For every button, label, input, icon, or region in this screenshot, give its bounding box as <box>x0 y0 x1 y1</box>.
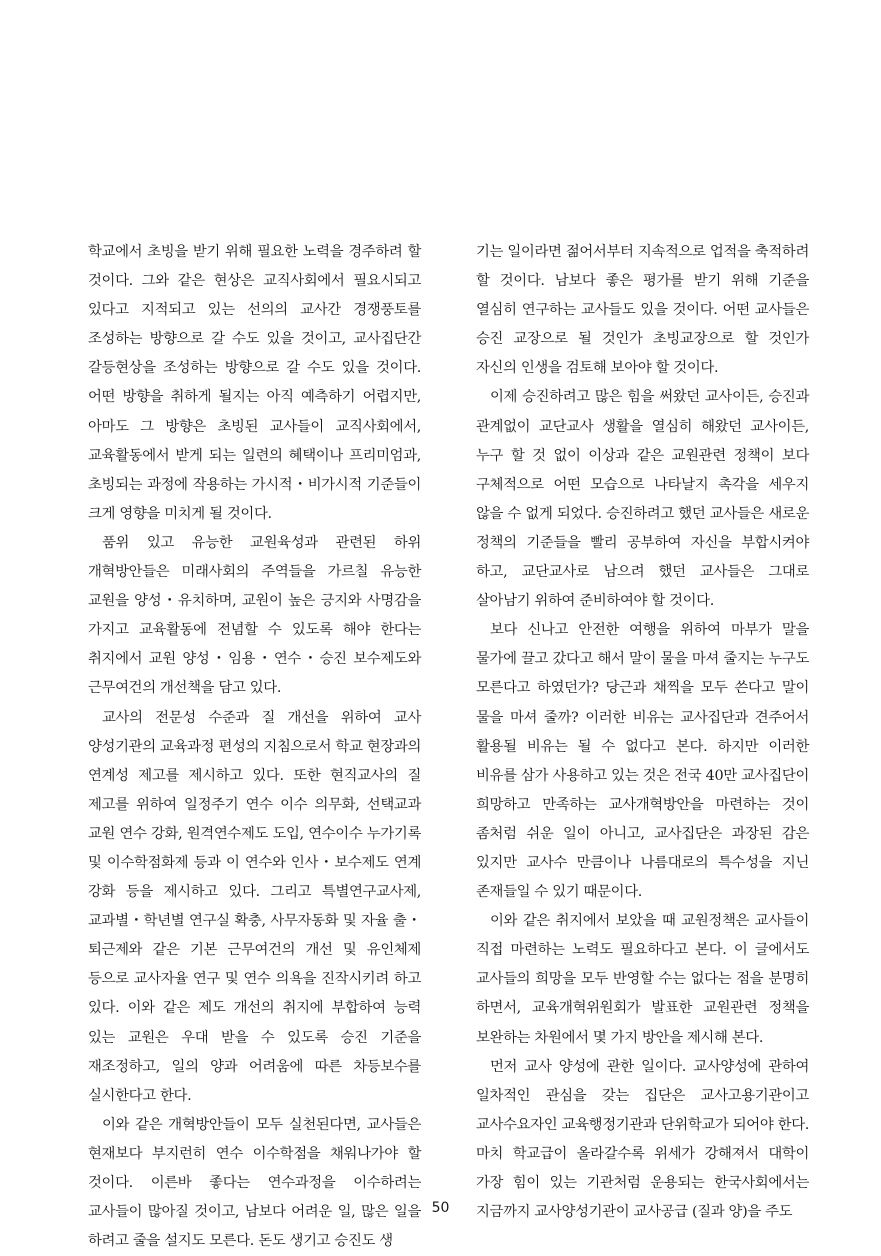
right-column <box>476 238 809 1227</box>
paragraph: 이제 승진하려고 많은 힘을 써왔던 교사이든, 승진과 관계없이 교단교사 생활을 열심히 해왔던 교사이든, 누구 할 것 없이 이상과 같은 교원관련 정책이 보다 구체적으로 어떤 모습으로 나타날지 촉각을 세우지 않을 수 없게 되었다. 승진하려고 했던 교사들은 새로운 정책의 기준들을 빨리 공부하여 자신을 부합시켜야 하고, 교단교사로 남으려 했던 교사들은 그대로 살아남기 위하여 준비하여야 할 것이다. <box>476 389 809 610</box>
paragraph: 교사의 전문성 수준과 질 개선을 위하여 교사 양성기관의 교육과정 편성의 지침으로서 학교 현장과의 연계성 제고를 제시하고 있다. 또한 현직교사의 질 제고를 위하여 일정주기 연수 이수 의무화, 선택교과 교원 연수 강화, 원격연수제도 도입, 연수이수 누가기록 및 이수학점화제 등과 이 연수와 인사・보수제도 연계 강화 등을 제시하고 있다. 그리고 특별연구교사제, 교과별・학년별 연구실 확충, 사무자동화 및 자율 출・퇴근제와 같은 기본 근무여건의 개선 및 유인체제 등으로 교사자율 연구 및 연수 의욕을 진작시키려 하고 있다. 이와 같은 제도 개선의 취지에 부합하여 능력 있는 교원은 우대 받을 수 있도록 승진 기준을 재조정하고, 일의 양과 어려움에 따른 차등보수를 실시한다고 한다. <box>88 709 421 1104</box>
paragraph: 이와 같은 취지에서 보았을 때 교원정책은 교사들이 직접 마련하는 노력도 필요하다고 본다. 이 글에서도 교사들의 희망을 모두 반영할 수는 없다는 점을 분명히 하면서, 교육개혁위원회가 발표한 교원관련 정책을 보완하는 차원에서 몇 가지 방안을 제시해 본다. <box>476 913 809 1046</box>
left-column <box>88 238 421 1256</box>
paragraph: 품위 있고 유능한 교원육성과 관련된 하위 개혁방안들은 미래사회의 주역들을 가르칠 유능한 교원을 양성・유치하며, 교원이 높은 긍지와 사명감을 가지고 교육활동에 전념할 수 있도록 해야 한다는 취지에서 교원 양성・임용・연수・승진 보수제도와 근무여건의 개선책을 담고 있다. <box>88 534 421 697</box>
paragraph: 먼저 교사 양성에 관한 일이다. 교사양성에 관하여 일차적인 관심을 갖는 집단은 교사고용기관이고 교사수요자인 교육행정기관과 단위학교가 되어야 한다. 마치 학교급이 올라갈수록 위세가 강해져서 대학이 가장 힘이 있는 기관처럼 운용되는 한국사회에서는 지금까지 교사양성기관이 교사공급 (질과 양)을 주도 <box>476 1058 809 1221</box>
paragraph: 기는 일이라면 젊어서부터 지속적으로 업적을 축적하려 할 것이다. 남보다 좋은 평가를 받기 위해 기준을 열심히 연구하는 교사들도 있을 것이다. 어떤 교사들은 승진 교장으로 될 것인가 초빙교장으로 할 것인가 자신의 인생을 검토해 보아야 할 것이다. <box>476 244 809 377</box>
paragraph: 이와 같은 개혁방안들이 모두 실천된다면, 교사들은 현재보다 부지런히 연수 이수학점을 채워나가야 할 것이다. 이른바 좋다는 연수과정을 이수하려는 교사들이 많아질 것이고, 남보다 어려운 일, 많은 일을 하려고 줄을 설지도 모른다. 돈도 생기고 승진도 생 <box>88 1116 421 1250</box>
paragraph: 보다 신나고 안전한 여행을 위하여 마부가 말을 물가에 끌고 갔다고 해서 말이 물을 마셔 줄지는 누구도 모른다고 하였던가? 당근과 채찍을 모두 쓴다고 말이 물을 마셔 줄까? 이러한 비유는 교사집단과 견주어서 활용될 비유는 될 수 없다고 본다. 하지만 이러한 비유를 삼가 사용하고 있는 것은 전국 40만 교사집단이 희망하고 만족하는 교사개혁방안을 마련하는 것이 좀처럼 쉬운 일이 아니고, 교사집단은 과장된 감은 있지만 교사수 만큼이나 나름대로의 특수성을 지닌 존재들일 수 있기 때문이다. <box>476 622 809 901</box>
paragraph: 학교에서 초빙을 받기 위해 필요한 노력을 경주하려 할 것이다. 그와 같은 현상은 교직사회에서 필요시되고 있다고 지적되고 있는 선의의 교사간 경쟁풍토를 조성하는 방향으로 갈 수도 있을 것이고, 교사집단간 갈등현상을 조성하는 방향으로 갈 수도 있을 것이다. 어떤 방향을 취하게 될지는 아직 예측하기 어렵지만, 아마도 그 방향은 초빙된 교사들이 교직사회에서, 교육활동에서 받게 되는 일련의 혜택이나 프리미엄과, 초빙되는 과정에 작용하는 가시적・비가시적 기준들이 크게 영향을 미치게 될 것이다. <box>88 244 421 522</box>
page-number: 50 <box>431 1200 450 1216</box>
